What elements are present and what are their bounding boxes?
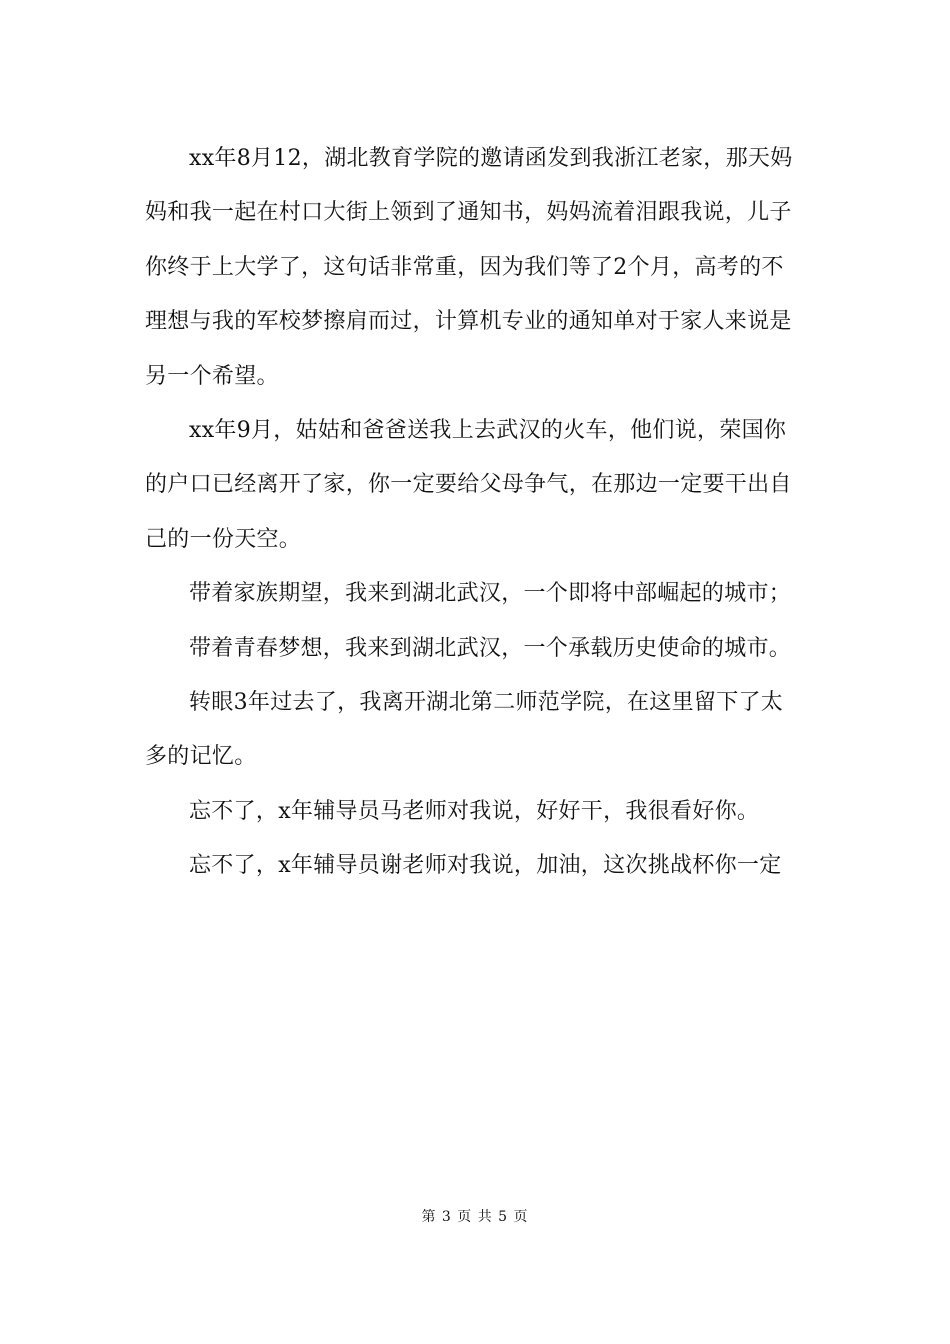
text-line: 理想与我的军校梦擦肩而过，计算机专业的通知单对于家人来说是 bbox=[145, 309, 792, 335]
text-line: 另一个希望。 bbox=[145, 363, 279, 389]
text-line: 的户口已经离开了家，你一定要给父母争气，在那边一定要干出自 bbox=[145, 472, 792, 498]
document-body bbox=[145, 132, 808, 894]
page-number-footer: 第 3 页 共 5 页 bbox=[421, 1209, 529, 1225]
text-line: 带着青春梦想，我来到湖北武汉，一个承载历史使命的城市。 bbox=[189, 635, 792, 661]
text-line: 己的一份天空。 bbox=[145, 526, 302, 552]
text-line: 多的记忆。 bbox=[145, 744, 257, 770]
text-line: 忘不了，x年辅导员谢老师对我说，加油，这次挑战杯你一定 bbox=[189, 853, 782, 879]
text-line: xx年9月，姑姑和爸爸送我上去武汉的火车，他们说，荣国你 bbox=[189, 418, 787, 444]
text-line: xx年8月12，湖北教育学院的邀请函发到我浙江老家，那天妈 bbox=[189, 146, 793, 171]
text-line: 忘不了，x年辅导员马老师对我说，好好干，我很看好你。 bbox=[189, 798, 760, 824]
text-line: 你终于上大学了，这句话非常重，因为我们等了2个月，高考的不 bbox=[145, 254, 784, 280]
text-line: 妈和我一起在村口大街上领到了通知书，妈妈流着泪跟我说，儿子 bbox=[145, 200, 792, 226]
text-line: 转眼3年过去了，我离开湖北第二师范学院，在这里留下了太 bbox=[189, 690, 784, 716]
text-line: 带着家族期望，我来到湖北武汉，一个即将中部崛起的城市； bbox=[189, 581, 792, 607]
